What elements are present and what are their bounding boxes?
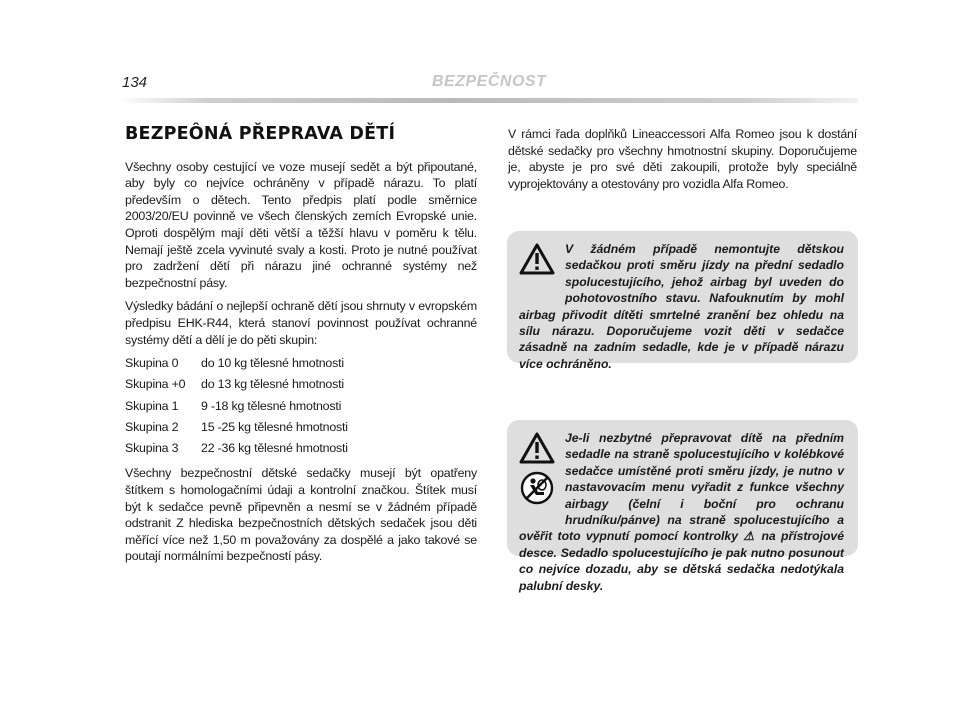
warning-box-rear-facing-seat bbox=[507, 231, 858, 371]
group-name: Skupina 3 bbox=[125, 440, 179, 455]
weight-group-row bbox=[125, 355, 477, 372]
right-column bbox=[508, 126, 857, 192]
page-number: 134 bbox=[122, 74, 148, 91]
group-range: 15 -25 kg tělesné hmotnosti bbox=[201, 419, 348, 434]
passenger-airbag-off-icon bbox=[519, 470, 555, 506]
paragraph-homologation: Všechny bezpečnostní dětské sedačky musejí být opatřeny štítkem s homologačními údaji a kontrolní značkou. Štítek musí být k sedačce pevně připevněn a nesmí se v žádném případě odstranit Z hlediska bezpečnostních dětských sedaček jsou děti měřící více než 1,50 m považovány za dospělé a jako takové se poutají normálními bezpečností pásy. bbox=[125, 466, 477, 564]
warning-icons bbox=[519, 432, 559, 516]
paragraph-accessories: V rámci řada doplňků Lineaccessori Alfa Romeo jsou k dostání dětské sedačky pro všechny hmotnostní skupiny. Doporučujeme je, abyste je pro své děti zakoupili, protože byly speciálně vyprojektovány a otestovány pro vozidla Alfa Romeo. bbox=[508, 127, 857, 191]
weight-group-row bbox=[125, 376, 477, 393]
left-column bbox=[125, 126, 477, 572]
group-name: Skupina +0 bbox=[125, 377, 186, 392]
paragraph-regulation: Výsledky bádání o nejlepší ochraně dětí jsou shrnuty v evropském předpisu EHK-R44, která stanoví povinnost používat ochranné systémy dětí a dělí je do pěti skupin: bbox=[125, 299, 477, 347]
weight-group-row bbox=[125, 398, 477, 415]
warning-text: Je-li nezbytné přepravovat dítě na předním sedadle na straně spolucestujícího v kolébkové sedačce umístěné proti směru jízdy, je nutno v nastavovacím menu vyřadit z funkce všechny airbagy (čelní i boční pro ochranu hrudníku/pánve) na straně spolucestujícího a ověřit toto vypnutí pomocí kontrolky ⚠ na přístrojové desce. Sedadlo spolucestujícího je pak nutno posunout co nejvíce dozadu, aby se dětská sedačka nedotýkala palubní desky. bbox=[519, 431, 844, 593]
paragraph-intro: Všechny osoby cestující ve voze musejí sedět a být připoutané, aby byly co nejvíce ochráněny v případě nárazu. To platí především o dětech. Tento předpis platí podle směrnice 2003/20/EU povinně ve všech členských zemích Evropské unie. Oproti dospělým mají děti větší a těžší hlavu v poměru k tělu. Nemají ještě zcela vyvinuté svaly a kosti. Proto je nutné používat pro zadržení dětí při nárazu jiné ochranné systémy než bezpečnostní pásy. bbox=[125, 159, 477, 290]
group-range: do 13 kg tělesné hmotnosti bbox=[201, 377, 344, 392]
group-name: Skupina 0 bbox=[125, 356, 179, 371]
warning-text: V žádném případě nemontujte dětskou sedačkou proti směru jízdy na přední sedadlo spolucestujícího, jehož airbag byl uveden do pohotovostního stavu. Nafouknutím by mohl airbag přivodit dítěti smrtelné zranění bez ohledu na sílu nárazu. Doporučujeme vozit děti v sedačce zásadně na zadním sedadle, kde je v případě nárazu více ochráněno. bbox=[519, 242, 844, 371]
section-title: BEZPEÔNÁ PŘEPRAVA DĚTÍ bbox=[125, 124, 396, 144]
weight-group-row bbox=[125, 440, 477, 457]
warning-box-airbag-deactivation bbox=[507, 420, 858, 593]
group-range: do 10 kg tělesné hmotnosti bbox=[201, 356, 344, 371]
weight-group-list bbox=[125, 355, 477, 456]
weight-group-row bbox=[125, 419, 477, 436]
header-rule bbox=[118, 98, 858, 103]
group-range: 9 -18 kg tělesné hmotnosti bbox=[201, 398, 342, 413]
running-head: BEZPEČNOST bbox=[432, 73, 547, 90]
warning-icons bbox=[519, 243, 559, 291]
warning-triangle-icon bbox=[519, 432, 555, 464]
group-name: Skupina 2 bbox=[125, 419, 179, 434]
warning-triangle-icon bbox=[519, 243, 555, 275]
group-name: Skupina 1 bbox=[125, 398, 179, 413]
group-range: 22 -36 kg tělesné hmotnosti bbox=[201, 440, 348, 455]
